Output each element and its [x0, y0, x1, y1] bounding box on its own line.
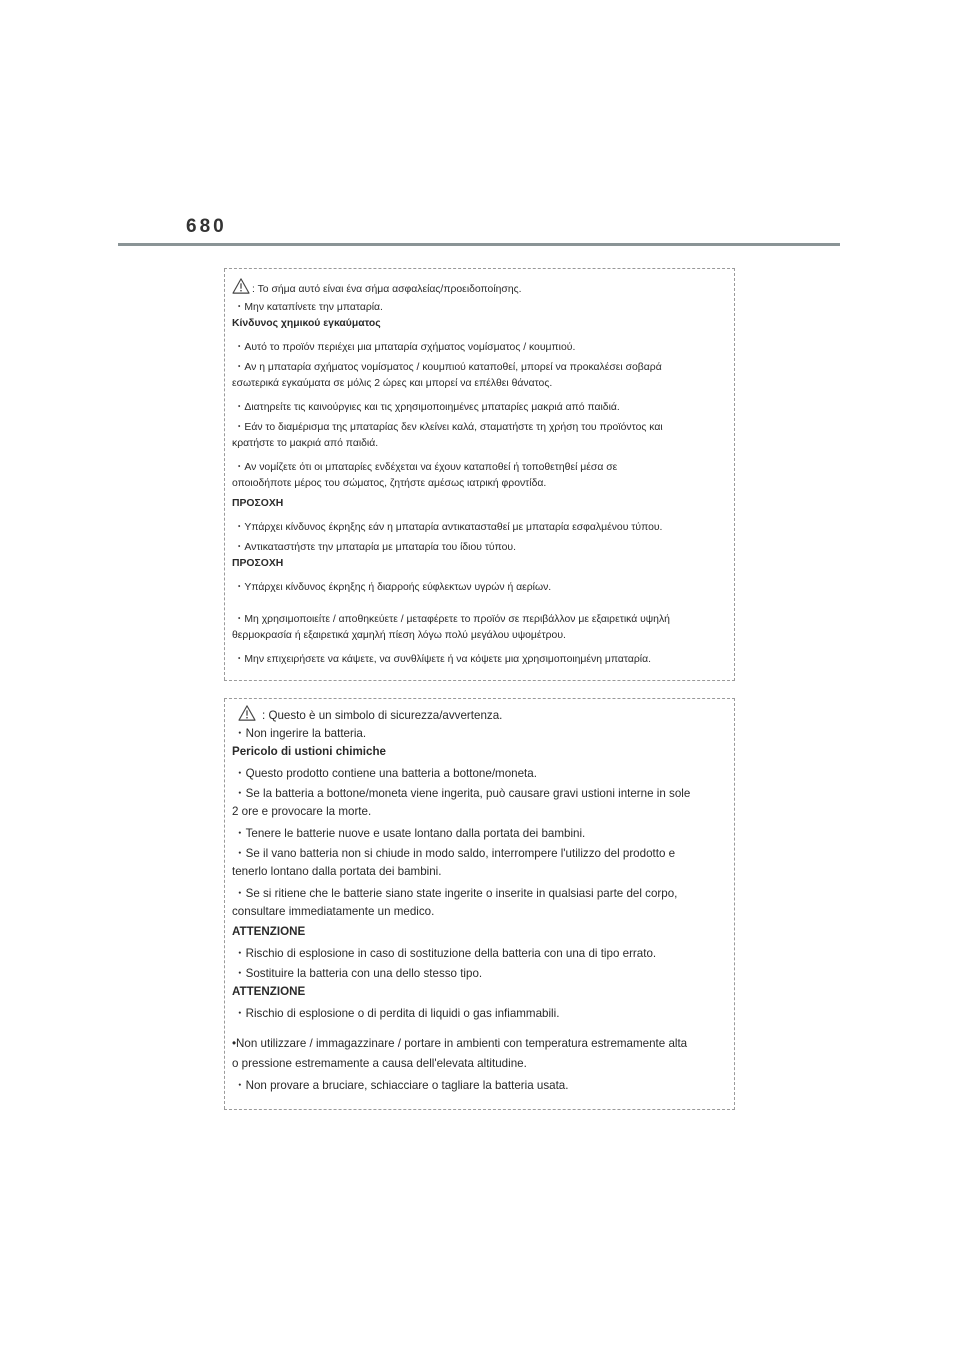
italian-warning-box: [224, 698, 735, 1110]
text-line: [232, 1037, 687, 1050]
section-heading: [232, 318, 381, 329]
line-text: ・Questo prodotto contiene una batteria a bottone/moneta.: [234, 767, 537, 780]
text-line: [232, 630, 566, 641]
line-text: ・Υπάρχει κίνδυνος έκρηξης εάν η μπαταρία αντικατασταθεί με μπαταρία εσφαλμένου τύπου.: [234, 522, 663, 533]
safety-symbol-intro: [232, 278, 522, 297]
line-text: ・Αν η μπαταρία σχήματος νομίσματος / κουμπιού καταποθεί, μπορεί να προκαλέσει σοβαρά: [234, 362, 662, 373]
bullet-item: [234, 1077, 568, 1093]
bullet-item: [234, 845, 675, 861]
bullet-item: [234, 885, 677, 901]
header-divider: [118, 243, 840, 246]
line-text: Pericolo di ustioni chimiche: [232, 745, 386, 758]
bullet-item: [234, 1005, 559, 1021]
greek-warning-box: [224, 268, 735, 681]
text-line: [232, 1057, 527, 1070]
line-text: ・Μη χρησιμοποιείτε / αποθηκεύετε / μεταφέρετε το προϊόν σε περιβάλλον με εξαιρετικά υψηλή: [234, 614, 670, 625]
bullet-item: [234, 458, 617, 473]
bullet-item: [234, 418, 663, 433]
line-text: εσωτερικά εγκαύματα σε μόλις 2 ώρες και μπορεί να επέλθει θάνατος.: [232, 378, 553, 389]
line-text: ATTENZIONE: [232, 925, 306, 938]
section-heading: [232, 925, 305, 938]
safety-symbol-intro: [232, 705, 502, 724]
bullet-item: [234, 825, 585, 841]
text-line: [232, 478, 546, 489]
warning-triangle-icon: [238, 705, 256, 724]
line-text: : Το σήμα αυτό είναι ένα σήμα ασφαλείας/προειδοποίησης.: [252, 284, 522, 295]
line-text: ・Μην επιχειρήσετε να κάψετε, να συνθλίψετε ή να κόψετε μια χρησιμοποιημένη μπαταρία.: [234, 654, 652, 665]
line-text: ・Non provare a bruciare, schiacciare o tagliare la batteria usata.: [234, 1079, 569, 1092]
bullet-item: [234, 610, 670, 625]
text-line: [232, 865, 441, 878]
line-text: •Non utilizzare / immagazzinare / portare in ambienti con temperatura estremamente alta: [232, 1037, 688, 1050]
text-line: [232, 905, 434, 918]
line-text: ・Μην καταπίνετε την μπαταρία.: [234, 302, 383, 313]
bullet-item: [234, 358, 662, 373]
section-heading: [232, 498, 283, 509]
line-text: ・Se la batteria a bottone/moneta viene ingerita, può causare gravi ustioni interne in sole: [234, 787, 691, 800]
line-text: ・Non ingerire la batteria.: [234, 727, 367, 740]
text-line: [232, 438, 378, 449]
line-text: ・Se il vano batteria non si chiude in modo saldo, interrompere l'utilizzo del prodotto e: [234, 847, 676, 860]
line-text: ΠΡΟΣΟΧΗ: [232, 558, 284, 569]
section-heading: [232, 985, 305, 998]
bullet-item: [234, 298, 383, 313]
line-text: ・Αυτό το προϊόν περιέχει μια μπαταρία σχήματος νομίσματος / κουμπιού.: [234, 342, 576, 353]
line-text: consultare immediatamente un medico.: [232, 905, 435, 918]
warning-triangle-icon: [232, 278, 250, 297]
line-text: o pressione estremamente a causa dell'elevata altitudine.: [232, 1057, 527, 1070]
line-text: ・Διατηρείτε τις καινούργιες και τις χρησιμοποιημένες μπαταρίες μακριά από παιδιά.: [234, 402, 620, 413]
bullet-item: [234, 965, 482, 981]
section-heading: [232, 745, 386, 758]
line-text: tenerlo lontano dalla portata dei bambini.: [232, 865, 442, 878]
page-number: 680: [186, 216, 227, 237]
bullet-item: [234, 338, 575, 353]
line-text: Κίνδυνος χημικού εγκαύματος: [232, 318, 381, 329]
line-text: ・Sostituire la batteria con una dello stesso tipo.: [234, 967, 483, 980]
bullet-item: [234, 945, 656, 961]
bullet-item: [234, 518, 662, 533]
bullet-item: [234, 785, 690, 801]
line-text: ・Rischio di esplosione o di perdita di liquidi o gas infiammabili.: [234, 1007, 560, 1020]
bullet-item: [234, 725, 366, 741]
line-text: κρατήστε το μακριά από παιδιά.: [232, 438, 379, 449]
line-text: θερμοκρασία ή εξαιρετικά χαμηλή πίεση λόγω πολύ μεγάλου υψομέτρου.: [232, 630, 566, 641]
line-text: ・Rischio di esplosione in caso di sostituzione della batteria con una di tipo errato.: [234, 947, 657, 960]
line-text: οποιοδήποτε μέρος του σώματος, ζητήστε αμέσως ιατρική φροντίδα.: [232, 478, 547, 489]
section-heading: [232, 558, 283, 569]
text-line: [232, 378, 552, 389]
line-text: ・Εάν το διαμέρισμα της μπαταρίας δεν κλείνει καλά, σταματήστε τη χρήση του προϊόντος και: [234, 422, 663, 433]
line-text: ・Υπάρχει κίνδυνος έκρηξης ή διαρροής εύφλεκτων υγρών ή αερίων.: [234, 582, 552, 593]
line-text: : Questo è un simbolo di sicurezza/avvertenza.: [262, 709, 503, 722]
line-text: ・Αντικαταστήστε την μπαταρία με μπαταρία του ίδιου τύπου.: [234, 542, 516, 553]
line-text: 2 ore e provocare la morte.: [232, 805, 372, 818]
bullet-item: [234, 765, 537, 781]
bullet-item: [234, 538, 516, 553]
bullet-item: [234, 578, 551, 593]
text-line: [232, 805, 371, 818]
bullet-item: [234, 398, 620, 413]
line-text: ・Se si ritiene che le batterie siano state ingerite o inserite in qualsiasi parte del corpo,: [234, 887, 678, 900]
line-text: ・Αν νομίζετε ότι οι μπαταρίες ενδέχεται να έχουν καταποθεί ή τοποθετηθεί μέσα σε: [234, 462, 618, 473]
line-text: ・Tenere le batterie nuove e usate lontano dalla portata dei bambini.: [234, 827, 586, 840]
line-text: ATTENZIONE: [232, 985, 306, 998]
line-text: ΠΡΟΣΟΧΗ: [232, 498, 284, 509]
bullet-item: [234, 650, 651, 665]
